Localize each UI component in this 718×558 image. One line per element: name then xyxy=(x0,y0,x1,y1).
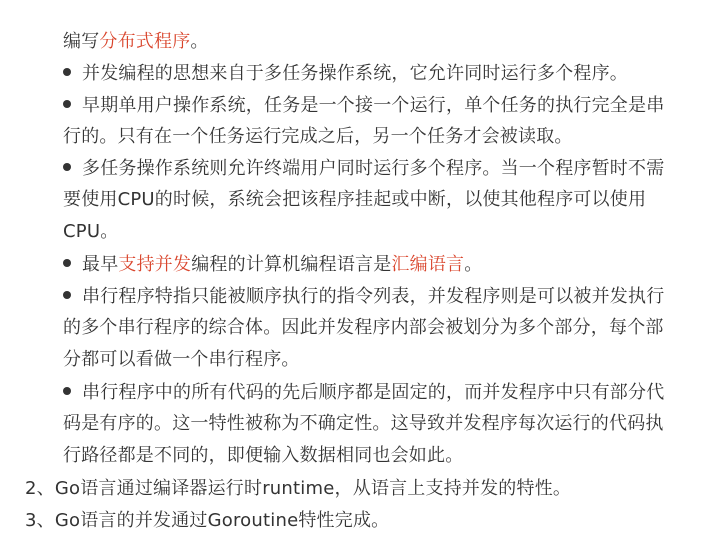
list-item xyxy=(63,94,664,118)
numbered-item-text: 3、Go语言的并发通过Goroutine特性完成。 xyxy=(25,510,390,531)
text-line-distributed xyxy=(63,30,209,54)
list-item-text: 码是有序的。这一特性被称为不确定性。这导致并发程序每次运行的代码执 xyxy=(63,413,664,434)
list-item-text: 并发编程的思想来自于多任务操作系统，它允许同时运行多个程序。 xyxy=(82,63,628,84)
list-item-continuation xyxy=(63,125,573,149)
bullet-icon xyxy=(63,68,71,76)
bullet-icon xyxy=(63,100,71,108)
list-item-continuation xyxy=(63,412,664,436)
list-item-continuation xyxy=(63,348,300,372)
list-item xyxy=(63,285,664,309)
list-item-text: 行的。只有在一个任务运行完成之后，另一个任务才会被读取。 xyxy=(63,126,573,147)
numbered-item-text: 2、Go语言通过编译器运行时runtime，从语言上支持并发的特性。 xyxy=(25,478,572,499)
list-item xyxy=(63,157,664,181)
link-concurrency-support[interactable]: 支持并发 xyxy=(118,254,192,275)
text-fragment: 。 xyxy=(464,254,483,275)
list-item-text: 串行程序特指只能被顺序执行的指令列表，并发程序则是可以被并发执行 xyxy=(82,286,665,307)
list-item-continuation xyxy=(63,220,118,244)
text-fragment: 。 xyxy=(190,31,209,52)
list-item xyxy=(63,253,482,277)
list-item-continuation xyxy=(63,444,463,468)
list-item-text: 行路径都是不同的，即便输入数据相同也会如此。 xyxy=(63,445,464,466)
numbered-item xyxy=(25,477,571,501)
bullet-icon xyxy=(63,163,71,171)
list-item-text: 多任务操作系统则允许终端用户同时运行多个程序。当一个程序暂时不需 xyxy=(82,158,665,179)
list-item xyxy=(63,381,664,405)
numbered-item xyxy=(25,509,389,533)
list-item-continuation xyxy=(63,316,664,340)
text-fragment: 编写 xyxy=(63,31,100,52)
list-item-text: 早期单用户操作系统，任务是一个接一个运行，单个任务的执行完全是串 xyxy=(82,95,665,116)
link-distributed-programs[interactable]: 分布式程序 xyxy=(99,31,191,52)
text-fragment: 编程的计算机编程语言是 xyxy=(191,254,392,275)
bullet-icon xyxy=(63,291,71,299)
bullet-icon xyxy=(63,387,71,395)
list-item-text: 的多个串行程序的综合体。因此并发程序内部会被划分为多个部分，每个部 xyxy=(63,317,664,338)
bullet-icon xyxy=(63,259,71,267)
list-item-continuation xyxy=(63,188,646,212)
text-fragment: 最早 xyxy=(82,254,119,275)
list-item-text: 分都可以看做一个串行程序。 xyxy=(63,349,300,370)
list-item-text: 串行程序中的所有代码的先后顺序都是固定的，而并发程序中只有部分代 xyxy=(82,382,665,403)
list-item xyxy=(63,62,628,86)
list-item-text: CPU。 xyxy=(63,221,119,242)
list-item-text: 要使用CPU的时候，系统会把该程序挂起或中断，以使其他程序可以使用 xyxy=(63,189,647,210)
link-assembly-language[interactable]: 汇编语言 xyxy=(391,254,465,275)
